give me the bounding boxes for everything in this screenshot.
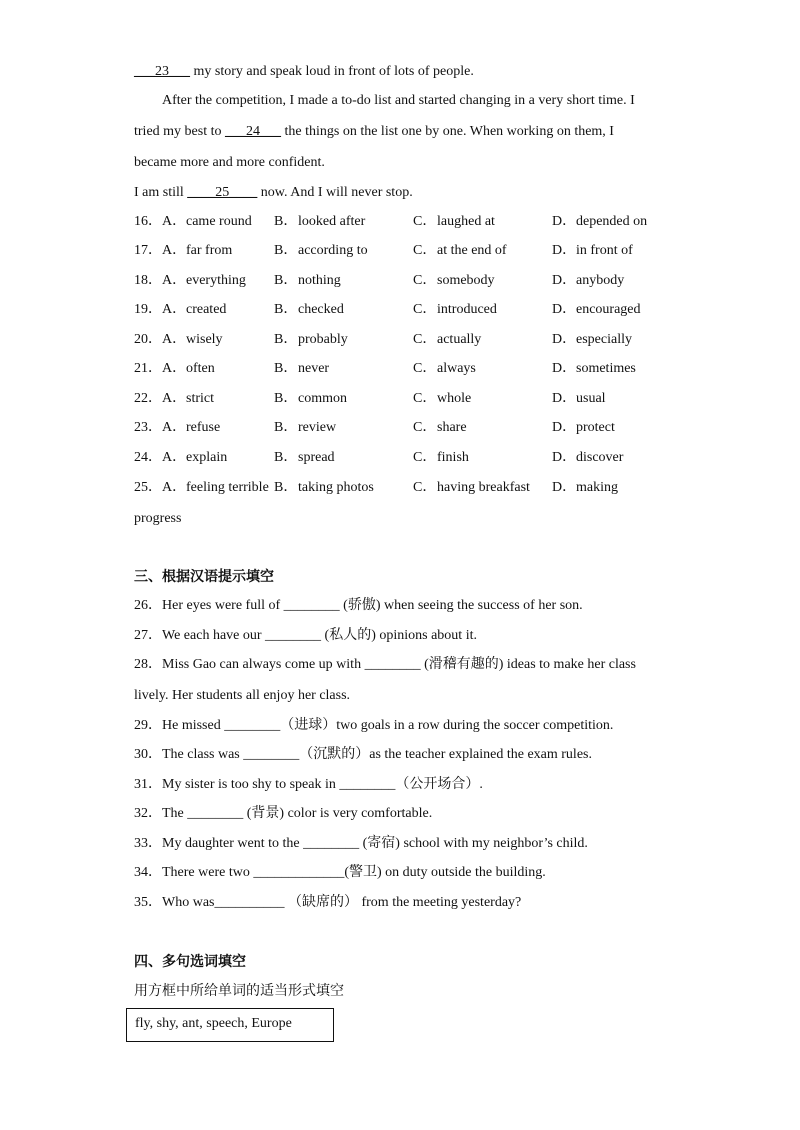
question-28: 28．Miss Gao can always come up with ________ (滑稽有趣的) ideas to make her class: [134, 657, 636, 672]
option-b: B．never: [274, 361, 330, 376]
option-b: B．taking photos: [274, 480, 374, 495]
option-d: D．anybody: [552, 273, 625, 288]
option-c: C．actually: [413, 332, 482, 347]
section-4-title: 四、多句选词填空: [134, 954, 246, 970]
passage-line-4: became more and more confident.: [134, 155, 325, 170]
question-number: 24．: [134, 450, 162, 465]
option-b: B．looked after: [274, 214, 366, 229]
question-number: 20．: [134, 332, 162, 347]
option-a: A．created: [162, 302, 227, 317]
question-number: 16．: [134, 214, 162, 229]
question-number: 22．: [134, 391, 162, 406]
option-row: [134, 213, 694, 231]
word-box: [126, 1008, 334, 1042]
option-d: D．encouraged: [552, 302, 641, 317]
question-28-cont: lively. Her students all enjoy her class.: [134, 688, 351, 703]
passage-line-3: [134, 123, 614, 141]
question-35: 35．Who was__________ （缺席的） from the meeting yesterday?: [134, 895, 522, 910]
option-b: B．spread: [274, 450, 335, 465]
passage-line-5: [134, 184, 413, 202]
question-number: 19．: [134, 302, 162, 317]
question-31: 31．My sister is too shy to speak in ________（公开场合）.: [134, 777, 483, 792]
option-a: A．came round: [162, 214, 252, 229]
option-row: [134, 272, 694, 290]
blank-25: ____25____: [187, 185, 258, 200]
passage-text: I am still: [134, 185, 188, 200]
option-c: C．share: [413, 420, 467, 435]
option-a: A．far from: [162, 243, 233, 258]
question-34: 34．There were two _____________(警卫) on duty outside the building.: [134, 865, 546, 880]
option-b: B．checked: [274, 302, 344, 317]
question-number: 21．: [134, 361, 162, 376]
option-c: C．at the end of: [413, 243, 507, 258]
question-number: 17．: [134, 243, 162, 258]
option-a: A．feeling terrible: [162, 480, 269, 495]
option-b: B．according to: [274, 243, 368, 258]
option-d: D．protect: [552, 420, 615, 435]
passage-text: now. And I will never stop.: [257, 185, 413, 200]
option-row: [134, 449, 694, 467]
option-a: A．strict: [162, 391, 214, 406]
option-row: [134, 390, 694, 408]
question-33: 33．My daughter went to the ________ (寄宿) school with my neighbor’s child.: [134, 836, 588, 851]
option-d: D．discover: [552, 450, 624, 465]
option-a: A．refuse: [162, 420, 221, 435]
passage-line-2: After the competition, I made a to-do list and started changing in a very short time. I: [162, 93, 635, 108]
option-row: [134, 360, 694, 378]
option-a: A．often: [162, 361, 215, 376]
question-32: 32．The ________ (背景) color is very comfortable.: [134, 806, 433, 821]
question-26: 26．Her eyes were full of ________ (骄傲) when seeing the success of her son.: [134, 598, 583, 613]
word-list: fly, shy, ant, speech, Europe: [135, 1016, 292, 1031]
option-c: C．introduced: [413, 302, 497, 317]
option-d: D．in front of: [552, 243, 633, 258]
option-d: D．sometimes: [552, 361, 636, 376]
passage-text: my story and speak loud in front of lots of people.: [190, 64, 474, 79]
question-number: 18．: [134, 273, 162, 288]
blank-23: ___23___: [134, 64, 190, 79]
option-a: A．everything: [162, 273, 246, 288]
option-row: [134, 242, 694, 260]
option-a: A．explain: [162, 450, 228, 465]
option-b: B．probably: [274, 332, 348, 347]
option-row: [134, 301, 694, 319]
passage-text: the things on the list one by one. When working on them, I: [281, 124, 614, 139]
option-c: C．always: [413, 361, 476, 376]
question-29: 29．He missed ________（进球）two goals in a row during the soccer competition.: [134, 718, 614, 733]
option-c: C．somebody: [413, 273, 495, 288]
section-4-instruction: 用方框中所给单词的适当形式填空: [134, 983, 344, 999]
option-d: D．usual: [552, 391, 606, 406]
passage-line-1: [134, 63, 474, 81]
question-number: 23．: [134, 420, 162, 435]
option-row: [134, 419, 694, 437]
option-b: B．common: [274, 391, 347, 406]
option-d: D．making: [552, 480, 618, 495]
section-3-title: 三、根据汉语提示填空: [134, 569, 274, 585]
option-c: C．whole: [413, 391, 472, 406]
question-27: 27．We each have our ________ (私人的) opinions about it.: [134, 628, 477, 643]
option-c: C．finish: [413, 450, 469, 465]
question-30: 30．The class was ________（沉默的）as the teacher explained the exam rules.: [134, 747, 592, 762]
option-row: [134, 331, 694, 349]
blank-24: ___24___: [225, 124, 281, 139]
option-25-wrap: progress: [134, 511, 182, 526]
option-b: B．nothing: [274, 273, 341, 288]
option-c: C．having breakfast: [413, 480, 530, 495]
option-b: B．review: [274, 420, 337, 435]
option-c: C．laughed at: [413, 214, 495, 229]
option-d: D．especially: [552, 332, 632, 347]
option-a: A．wisely: [162, 332, 223, 347]
question-number: 25．: [134, 480, 162, 495]
passage-text: tried my best to: [134, 124, 225, 139]
option-d: D．depended on: [552, 214, 648, 229]
option-row: [134, 479, 694, 497]
